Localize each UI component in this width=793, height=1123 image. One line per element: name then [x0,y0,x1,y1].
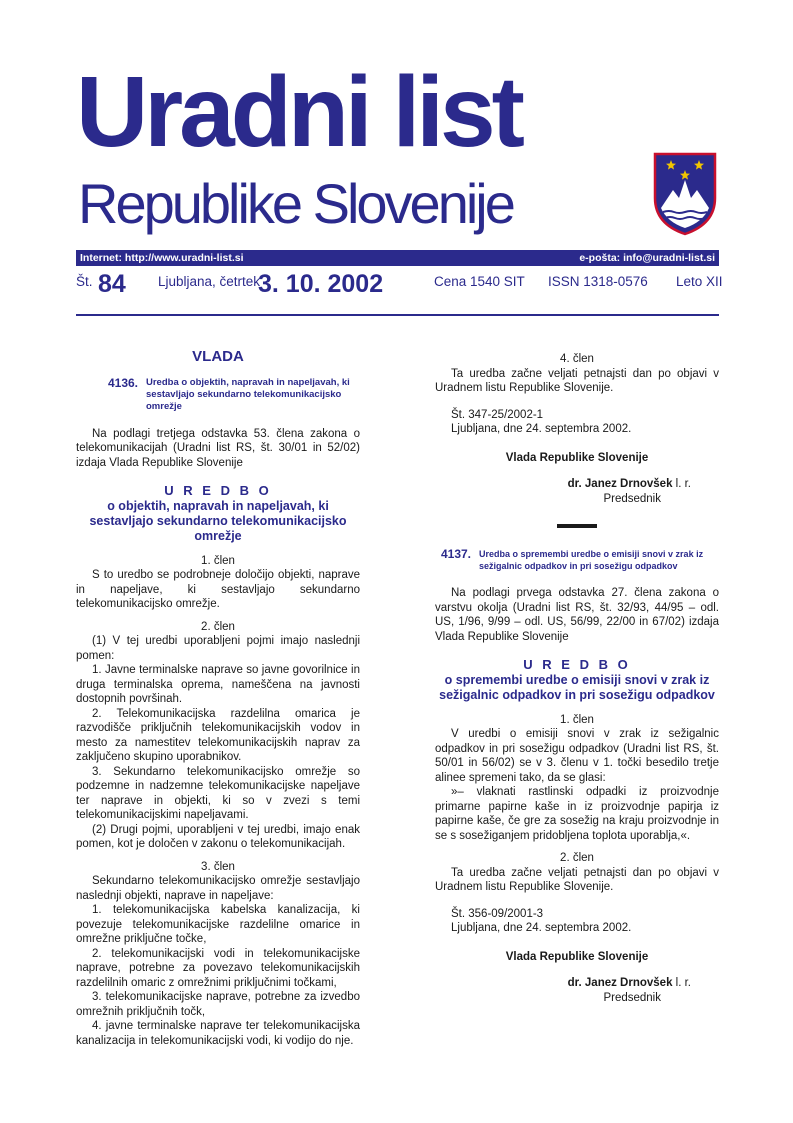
article-text: 4. javne terminalske naprave ter telekomunikacijska kanalizacija in telekomunikacijski vodi, ki vodijo do nje. [76,1020,360,1047]
header-divider [76,314,719,316]
issue-place-date: Ljubljana, dne 24. septembra 2002. [451,922,632,934]
signer-role: Predsednik [603,492,661,505]
act-header [76,377,360,413]
issue-date: 3. 10. 2002 [258,270,384,298]
email-link[interactable]: e-pošta: info@uradni-list.si [579,252,715,264]
issue-price: Cena 1540 SIT [434,274,525,289]
article-text: S to uredbo se podrobneje določijo objekti, naprave in napeljave, ki sestavljajo sekundarno telekomunikacijsko omrežje. [76,569,360,610]
section-heading: VLADA [192,348,244,365]
reference-number: Št. 356-09/2001-3 [451,907,544,920]
preamble: Na podlagi prvega odstavka 27. člena zakona o varstvu okolja (Uradni list RS, št. 32/93, 44/95 – odl. US, 1/96, 9/99 – odl. US, 56/99, 22/00 in 67/02) izdaja Vlada Republike Slovenije [435,587,719,643]
signer [435,477,719,492]
issue-number: 84 [98,270,126,298]
article-heading: 2. člen [560,852,594,864]
issue-number-label: Št. [76,274,93,289]
article-text: 2. telekomunikacijski vodi in telekomunikacijske naprave, potrebne za povezavo telekomunikacijskih razdelilnih omaric z omrežnimi priključnimi točkami, [76,947,360,989]
article-text: 1. Javne terminalske naprave so javne govorilnice in druga terminalska oprema, nameščena na javnosti dostopnih površinah. [76,664,360,705]
act-title: Uredba o spremembi uredbe o emisiji snovi v zrak iz sežigalnic odpadkov in pri sosežigu odpadkov [479,549,704,571]
article-text: 2. Telekomunikacijska razdelilna omarica je razvodišče priključnih telekomunikacijskih vodov in mesto za namestitev telekomunikacijskih naprav za zaključeno skupino uporabnikov. [76,707,360,763]
government-signature: Vlada Republike Slovenije [505,451,649,464]
issue-place-date: Ljubljana, dne 24. septembra 2002. [451,423,632,435]
signer-name: dr. Janez Drnovšek [567,977,673,989]
left-column [76,340,360,1048]
government-signature: Vlada Republike Slovenije [505,950,649,963]
article-text: (2) Drugi pojmi, uporabljeni v tej uredbi, imajo enak pomen, kot je določen v zakonu o telekomunikacijah. [76,823,360,850]
regulation-word: U R E D B O [523,657,631,672]
article-text: 3. telekomunikacijske naprave, potrebne za izvedbo omrežnih priključnih točk, [76,991,360,1018]
masthead-title: Uradni list [76,56,521,168]
act-number: 4136. [107,375,138,390]
article-text: 1. telekomunikacijska kabelska kanalizacija, ki povezuje telekomunikacijske razdelilne omarice in omrežne priključne točke, [76,904,360,945]
regulation-title: o objektih, napravah in napeljavah, ki sestavljajo sekundarno telekomunikacijsko omrežje [89,498,347,543]
issue-year: Leto XII [676,274,723,289]
signer-lr: l. r. [672,977,691,989]
issue-issn: ISSN 1318-0576 [548,274,648,289]
act-number: 4137. [440,547,471,561]
signer-name: dr. Janez Drnovšek [567,478,673,490]
slovenian-coat-of-arms-icon [651,150,719,236]
article-heading: 4. člen [560,353,594,365]
preamble: Na podlagi tretjega odstavka 53. člena zakona o telekomunikacijah (Uradni list RS, št. 30/01 in 52/02) izdaja Vlada Republike Slovenije [76,427,360,469]
right-column [435,352,719,1005]
article-heading: 1. člen [560,713,594,726]
signer [435,976,719,991]
article-heading: 3. člen [201,860,235,873]
article-text: V uredbi o emisiji snovi v zrak iz sežigalnic odpadkov in pri sosežigu odpadkov (Uradni list RS, št. 50/01 in 56/02) se v 3. členu v 1. točki besedilo tretje alinee spremeni tako, da se glasi: [435,728,719,784]
article-text: Ta uredba začne veljati petnajsti dan po objavi v Uradnem listu Republike Slovenije. [435,367,719,394]
signer-lr: l. r. [672,478,691,490]
act-header [435,548,719,572]
reference-number: Št. 347-25/2002-1 [451,408,544,421]
article-heading: 2. člen [201,620,235,633]
article-text: 3. Sekundarno telekomunikacijsko omrežje so podzemne in nadzemne telekomunikacijske napeljave ter naprave in objekti, ki so v zvezi s temi telekomunikacijskimi napeljavami. [76,765,360,821]
masthead-subtitle: Republike Slovenije [78,172,513,235]
issue-place-day: Ljubljana, četrtek [158,274,261,289]
article-text: »– vlaknati rastlinski odpadki iz proizvodnje primarne papirne kaše in iz proizvodnje papirja iz papirne kaše, če gre za sosežig na kraju proizvodnje in se s sosežiganjem pridobljena toplota uporablja,«. [435,786,719,842]
article-text: Sekundarno telekomunikacijsko omrežje sestavljajo naslednji objekti, naprave in napeljave: [76,875,360,902]
issue-info-row [76,270,723,306]
signer-role: Predsednik [603,991,661,1004]
article-text: Ta uredba začne veljati petnajsti dan po objavi v Uradnem listu Republike Slovenije. [435,866,719,893]
act-separator [557,524,597,528]
internet-link[interactable]: Internet: http://www.uradni-list.si [80,252,244,264]
contact-bar [76,250,719,266]
article-heading: 1. člen [201,554,235,567]
regulation-title: o spremembi uredbe o emisiji snovi v zrak iz sežigalnic odpadkov in pri sosežigu odpadkov [439,672,715,702]
article-text: (1) V tej uredbi uporabljeni pojmi imajo naslednji pomen: [76,635,360,662]
act-title: Uredba o objektih, napravah in napeljavah, ki sestavljajo sekundarno telekomunikacijsko omrežje [146,376,350,412]
regulation-word: U R E D B O [164,483,272,498]
